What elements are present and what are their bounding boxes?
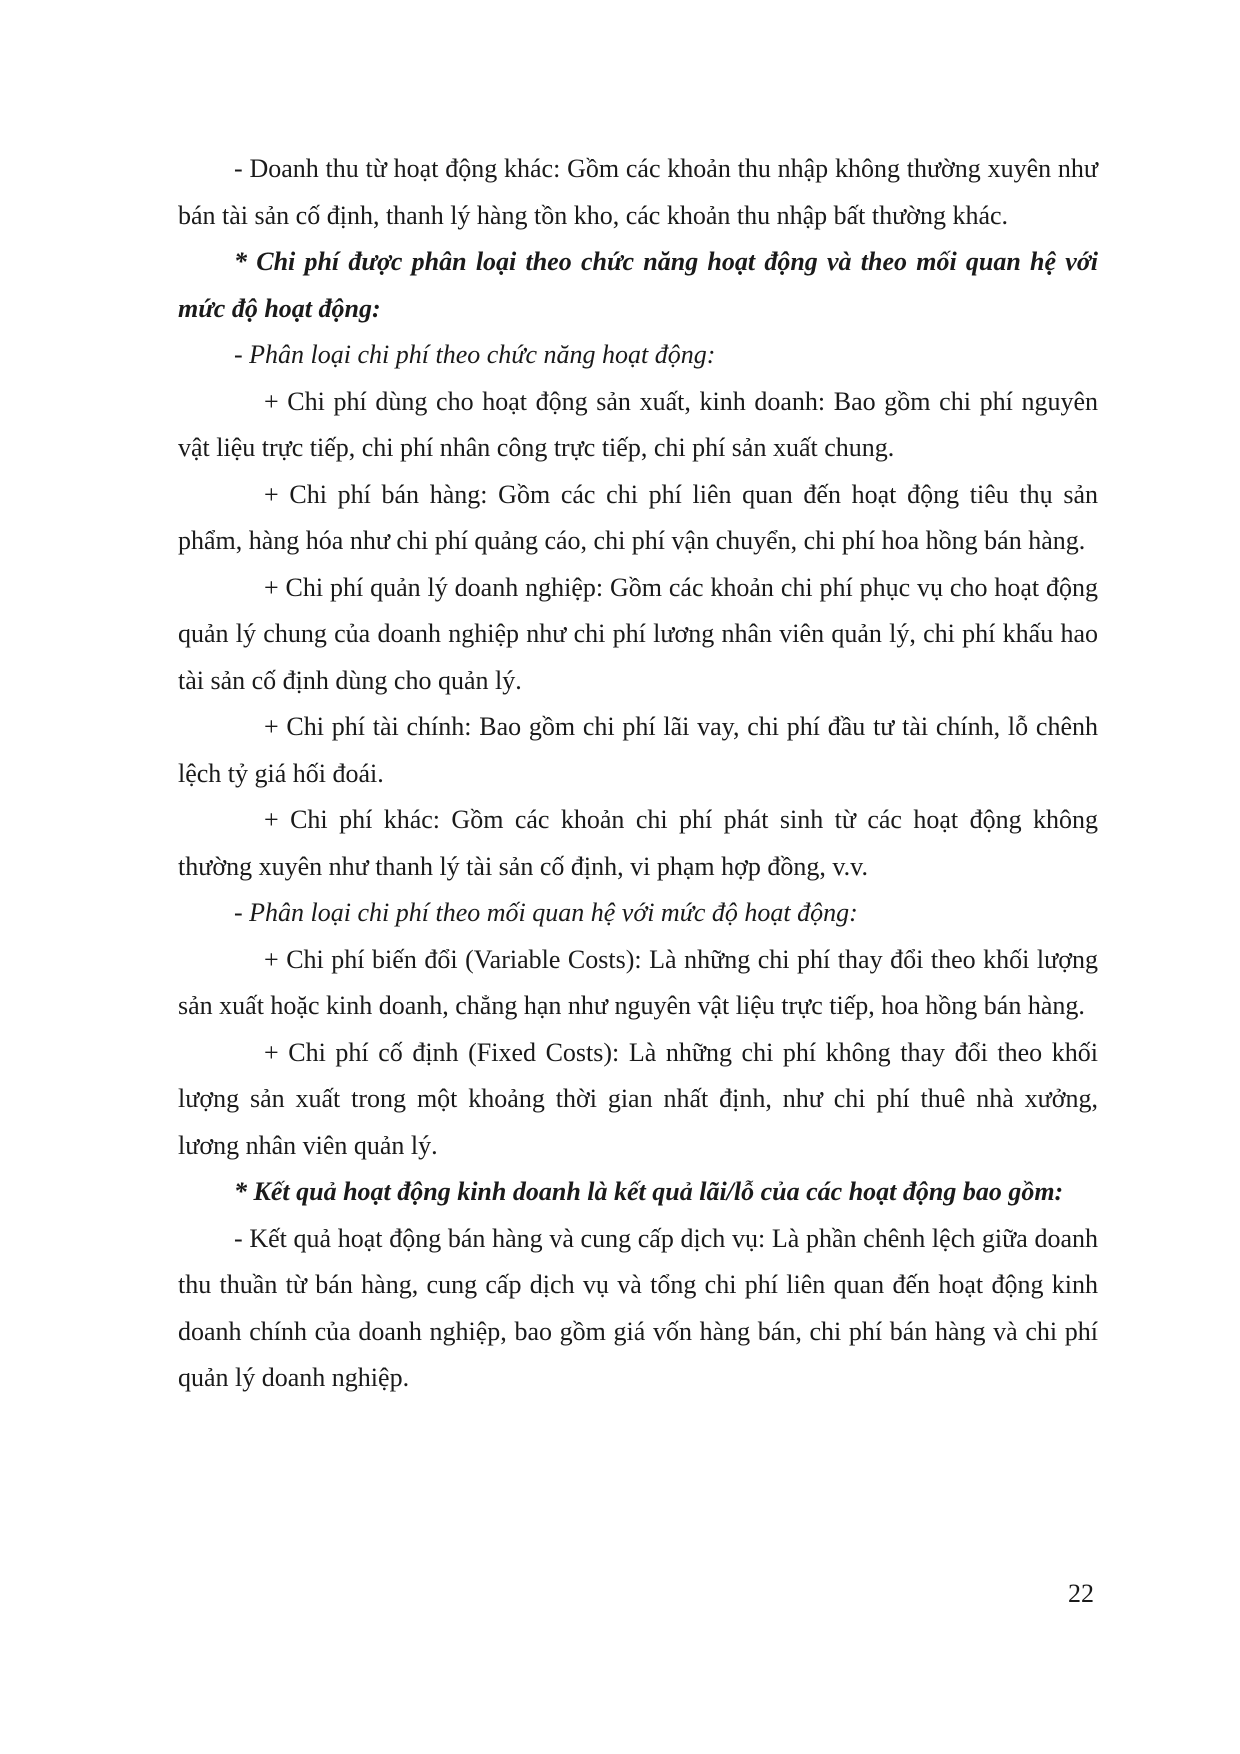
paragraph-fixed-costs: + Chi phí cố định (Fixed Costs): Là những chi phí không thay đổi theo khối lượng sản xuất trong một khoảng thời gian nhất định, như chi phí thuê nhà xưởng, lương nhân viên quản lý. (178, 1037, 1098, 1160)
subheading-cost-by-activity-level: - Phân loại chi phí theo mối quan hệ với mức độ hoạt động: (234, 898, 858, 927)
paragraph-selling-costs: + Chi phí bán hàng: Gồm các chi phí liên quan đến hoạt động tiêu thụ sản phẩm, hàng hóa như chi phí quảng cáo, chi phí vận chuyển, chi phí hoa hồng bán hàng. (178, 479, 1098, 555)
document-body (178, 146, 1098, 1402)
paragraph-sales-results: - Kết quả hoạt động bán hàng và cung cấp dịch vụ: Là phần chênh lệch giữa doanh thu thuần từ bán hàng, cung cấp dịch vụ và tổng chi phí liên quan đến hoạt động kinh doanh chính của doanh nghiệp, bao gồm giá vốn hàng bán, chi phí bán hàng và chi phí quản lý doanh nghiệp. (178, 1223, 1098, 1392)
paragraph-other-costs: + Chi phí khác: Gồm các khoản chi phí phát sinh từ các hoạt động không thường xuyên như thanh lý tài sản cố định, vi phạm hợp đồng, v.v. (178, 805, 1098, 881)
paragraph-admin-costs: + Chi phí quản lý doanh nghiệp: Gồm các khoản chi phí phục vụ cho hoạt động quản lý chung của doanh nghiệp như chi phí lương nhân viên quản lý, chi phí khấu hao tài sản cố định dùng cho quản lý. (178, 572, 1098, 695)
paragraph-variable-costs: + Chi phí biến đổi (Variable Costs): Là những chi phí thay đổi theo khối lượng sản xuất hoặc kinh doanh, chẳng hạn như nguyên vật liệu trực tiếp, hoa hồng bán hàng. (178, 944, 1098, 1020)
subheading-cost-by-function: - Phân loại chi phí theo chức năng hoạt động: (234, 340, 716, 369)
paragraph-financial-costs: + Chi phí tài chính: Bao gồm chi phí lãi vay, chi phí đầu tư tài chính, lỗ chênh lệch tỷ giá hối đoái. (178, 712, 1098, 788)
paragraph-production-costs: + Chi phí dùng cho hoạt động sản xuất, kinh doanh: Bao gồm chi phí nguyên vật liệu trực tiếp, chi phí nhân công trực tiếp, chi phí sản xuất chung. (178, 386, 1098, 462)
heading-business-results: * Kết quả hoạt động kinh doanh là kết quả lãi/lỗ của các hoạt động bao gồm: (234, 1177, 1064, 1206)
paragraph-other-revenue: - Doanh thu từ hoạt động khác: Gồm các khoản thu nhập không thường xuyên như bán tài sản cố định, thanh lý hàng tồn kho, các khoản thu nhập bất thường khác. (178, 154, 1098, 230)
page-number: 22 (1068, 1579, 1094, 1608)
heading-cost-classification: * Chi phí được phân loại theo chức năng hoạt động và theo mối quan hệ với mức độ hoạt động: (178, 247, 1098, 323)
